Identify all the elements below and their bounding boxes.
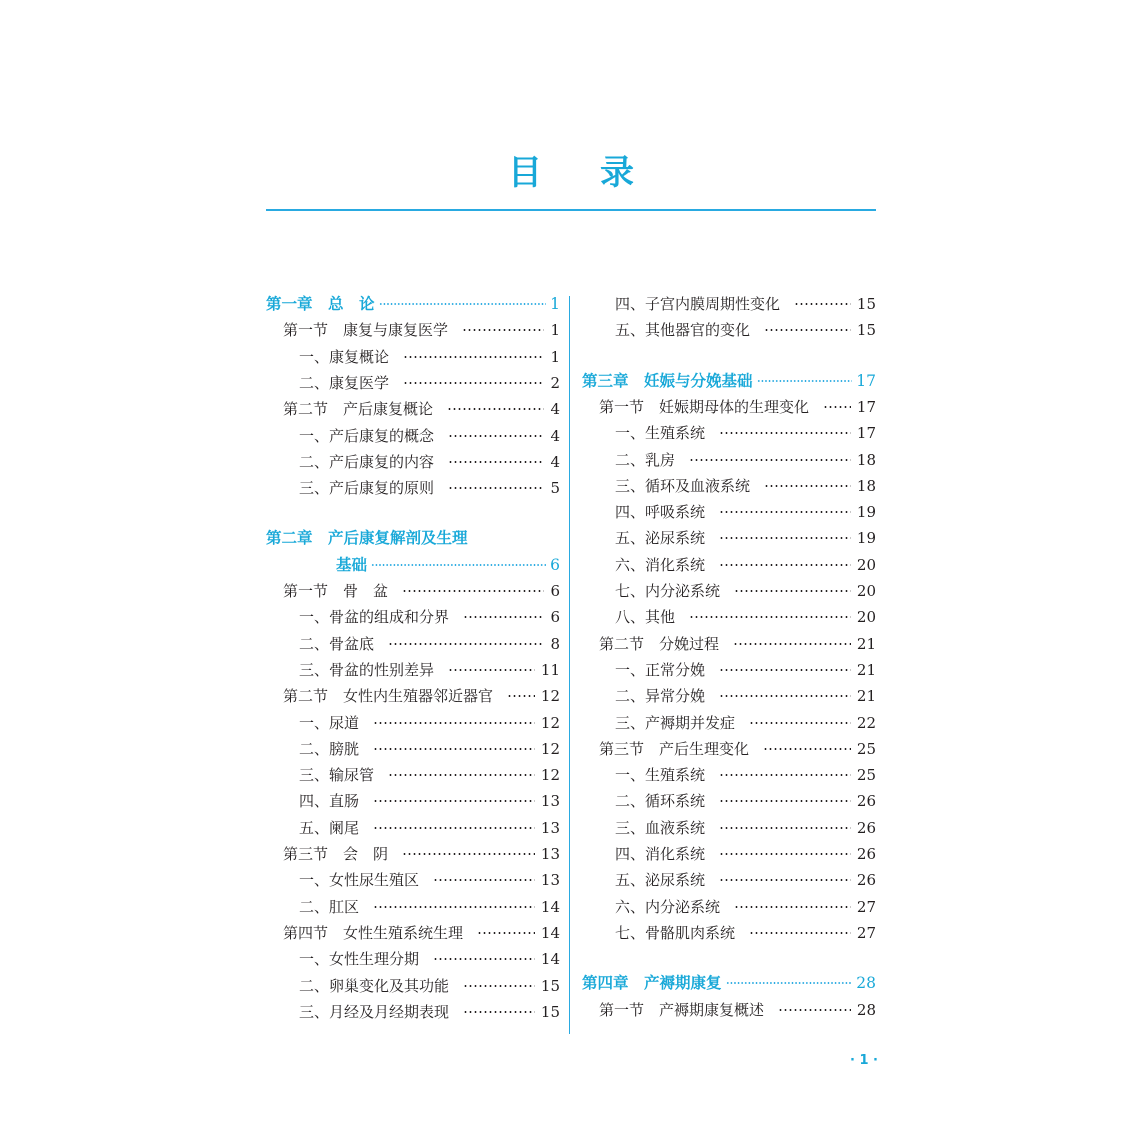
dot-leader bbox=[433, 879, 535, 881]
toc-item-entry bbox=[582, 788, 876, 814]
dot-leader bbox=[689, 616, 851, 618]
toc-page-number: 27 bbox=[856, 897, 876, 916]
dot-leader bbox=[733, 643, 851, 645]
toc-page-number: 13 bbox=[540, 871, 560, 890]
dot-leader bbox=[448, 487, 544, 489]
dot-leader bbox=[719, 827, 851, 829]
toc-page-number: 13 bbox=[540, 818, 560, 837]
toc-item-entry bbox=[266, 423, 560, 449]
dot-leader bbox=[463, 985, 535, 987]
toc-item-entry bbox=[582, 683, 876, 709]
dot-leader bbox=[388, 774, 535, 776]
dot-leader bbox=[734, 590, 851, 592]
toc-item-entry bbox=[582, 420, 876, 446]
toc-page-number: 6 bbox=[550, 608, 560, 627]
toc-entry-title: 第四章 产褥期康复 bbox=[582, 974, 722, 993]
toc-item-entry bbox=[582, 815, 876, 841]
toc-page-number: 26 bbox=[856, 871, 876, 890]
dot-leader bbox=[719, 879, 851, 881]
toc-page-number: 12 bbox=[540, 687, 560, 706]
toc-entry-title: 一、尿道 bbox=[299, 713, 360, 732]
dot-leader bbox=[463, 1011, 535, 1013]
toc-item-entry bbox=[266, 475, 560, 501]
toc-page-number: 19 bbox=[856, 503, 876, 522]
dot-leader bbox=[373, 906, 535, 908]
toc-page-number: 1 bbox=[550, 295, 560, 313]
toc-item-entry bbox=[266, 710, 560, 736]
dot-leader bbox=[448, 669, 535, 671]
dot-leader bbox=[447, 408, 544, 410]
toc-item-entry bbox=[582, 894, 876, 920]
toc-page-number: 2 bbox=[550, 373, 560, 392]
toc-page-number: 14 bbox=[540, 923, 560, 942]
toc-entry-title: 二、异常分娩 bbox=[615, 687, 706, 706]
dot-leader bbox=[402, 853, 535, 855]
toc-entry-title: 八、其他 bbox=[615, 608, 676, 627]
dot-leader bbox=[719, 537, 851, 539]
toc-item-entry bbox=[266, 815, 560, 841]
toc-entry-title: 一、正常分娩 bbox=[615, 660, 706, 679]
dot-leader bbox=[507, 695, 535, 697]
toc-page-number: 6 bbox=[550, 582, 560, 600]
toc-item-entry bbox=[266, 973, 560, 999]
toc-entry-title: 五、阑尾 bbox=[299, 818, 360, 837]
toc-page-number: 13 bbox=[540, 792, 560, 811]
toc-entry-title: 二、肛区 bbox=[299, 897, 360, 916]
dot-leader bbox=[749, 722, 851, 724]
toc-page-number: 19 bbox=[856, 529, 876, 548]
toc-page-number: 15 bbox=[540, 1002, 560, 1021]
toc-page-number: 14 bbox=[540, 950, 560, 969]
toc-section-entry bbox=[266, 578, 560, 604]
toc-entry-title: 二、产后康复的内容 bbox=[299, 452, 435, 471]
toc-chapter-entry bbox=[266, 525, 560, 551]
toc-item-entry bbox=[582, 578, 876, 604]
toc-page-number: 11 bbox=[540, 660, 560, 679]
toc-page-number: 15 bbox=[540, 976, 560, 995]
dot-leader bbox=[448, 435, 544, 437]
toc-page-number: 17 bbox=[856, 371, 876, 390]
toc-item-entry bbox=[582, 841, 876, 867]
toc-chapter-entry bbox=[266, 291, 560, 317]
toc-entry-title: 第一节 产褥期康复概述 bbox=[599, 1000, 765, 1019]
toc-entry-title: 二、膀胱 bbox=[299, 739, 360, 758]
toc-page-number: 25 bbox=[856, 739, 876, 758]
toc-entry-title: 一、女性生理分期 bbox=[299, 950, 420, 969]
dot-leader bbox=[764, 329, 851, 331]
column-divider bbox=[569, 296, 570, 1034]
toc-page-number: 18 bbox=[856, 450, 876, 469]
toc-entry-title: 一、骨盆的组成和分界 bbox=[299, 608, 450, 627]
dot-leader bbox=[719, 564, 851, 566]
toc-entry-title: 一、康复概论 bbox=[299, 347, 390, 366]
toc-entry-title: 一、生殖系统 bbox=[615, 766, 706, 785]
toc-page-number: 27 bbox=[856, 923, 876, 942]
toc-page-number: 22 bbox=[856, 713, 876, 732]
toc-page-number: 28 bbox=[856, 1000, 876, 1019]
toc-entry-title: 六、消化系统 bbox=[615, 555, 706, 574]
toc-page-number: 17 bbox=[856, 424, 876, 443]
dot-leader bbox=[403, 356, 544, 358]
toc-page-number: 12 bbox=[540, 766, 560, 785]
dot-leader bbox=[719, 774, 851, 776]
toc-entry-title: 第四节 女性生殖系统生理 bbox=[283, 923, 464, 942]
toc-item-entry bbox=[582, 525, 876, 551]
toc-item-entry bbox=[266, 762, 560, 788]
dot-leader bbox=[778, 1009, 851, 1011]
dot-leader bbox=[719, 853, 851, 855]
toc-entry-title: 第二章 产后康复解剖及生理 bbox=[266, 529, 468, 548]
toc-entry-title: 六、内分泌系统 bbox=[615, 897, 721, 916]
toc-section-entry bbox=[266, 396, 560, 422]
toc-page-number: 4 bbox=[550, 452, 560, 471]
toc-item-entry bbox=[582, 499, 876, 525]
toc-page-number: 8 bbox=[550, 634, 560, 653]
toc-section-entry bbox=[266, 841, 560, 867]
toc-page-number: 13 bbox=[540, 845, 560, 863]
toc-item-entry bbox=[582, 657, 876, 683]
toc-page-number: 1 bbox=[550, 347, 560, 366]
toc-chapter-entry bbox=[266, 552, 560, 578]
toc-entry-title: 三、输尿管 bbox=[299, 766, 375, 785]
dot-leader bbox=[763, 748, 851, 750]
dot-leader bbox=[719, 669, 851, 671]
toc-item-entry bbox=[266, 894, 560, 920]
toc-item-entry bbox=[266, 999, 560, 1025]
title-char-1: 目 bbox=[508, 153, 542, 193]
dot-leader bbox=[734, 906, 851, 908]
toc-entry-title: 三、产后康复的原则 bbox=[299, 479, 435, 498]
toc-entry-title: 三、骨盆的性别差异 bbox=[299, 660, 435, 679]
toc-item-entry bbox=[582, 710, 876, 736]
toc-chapter-entry bbox=[582, 368, 876, 394]
dot-leader bbox=[726, 982, 853, 984]
toc-item-entry bbox=[582, 762, 876, 788]
toc-item-entry bbox=[582, 447, 876, 473]
dot-leader bbox=[371, 564, 546, 566]
toc-entry-title: 五、泌尿系统 bbox=[615, 871, 706, 890]
toc-page-number: 26 bbox=[856, 818, 876, 837]
toc-page-number: 21 bbox=[856, 687, 876, 706]
toc-section-entry bbox=[582, 394, 876, 420]
dot-leader bbox=[448, 461, 544, 463]
toc-entry-title: 三、月经及月经期表现 bbox=[299, 1002, 450, 1021]
toc-entry-title: 二、骨盆底 bbox=[299, 634, 375, 653]
toc-page-number: 14 bbox=[540, 897, 560, 916]
dot-leader bbox=[388, 643, 544, 645]
toc-page-number: 21 bbox=[856, 634, 876, 653]
toc-page-number: 6 bbox=[550, 555, 560, 574]
toc-item-entry bbox=[266, 946, 560, 972]
toc-page-number: 28 bbox=[856, 974, 876, 993]
toc-chapter-entry bbox=[582, 970, 876, 996]
toc-section-entry bbox=[266, 683, 560, 709]
toc-page-number: 21 bbox=[856, 660, 876, 679]
page-title bbox=[266, 145, 876, 194]
dot-leader bbox=[764, 485, 851, 487]
toc-entry-title: 二、卵巢变化及其功能 bbox=[299, 976, 450, 995]
toc-item-entry bbox=[582, 317, 876, 343]
dot-leader bbox=[373, 827, 535, 829]
toc-item-entry bbox=[582, 867, 876, 893]
toc-item-entry bbox=[582, 920, 876, 946]
toc-page-number: 12 bbox=[540, 739, 560, 758]
toc-item-entry bbox=[582, 552, 876, 578]
toc-section-entry bbox=[582, 997, 876, 1023]
toc-entry-title: 一、生殖系统 bbox=[615, 424, 706, 443]
toc-entry-title: 五、泌尿系统 bbox=[615, 529, 706, 548]
toc-item-entry bbox=[266, 867, 560, 893]
dot-leader bbox=[433, 958, 535, 960]
toc-page-number: 18 bbox=[856, 476, 876, 495]
dot-leader bbox=[794, 303, 851, 305]
toc-page-number: 4 bbox=[550, 426, 560, 445]
toc-entry-title: 第一节 妊娠期母体的生理变化 bbox=[599, 397, 810, 416]
toc-entry-title: 三、循环及血液系统 bbox=[615, 476, 751, 495]
toc-item-entry bbox=[266, 736, 560, 762]
title-char-2: 录 bbox=[600, 153, 634, 193]
toc-entry-title: 第三节 会 阴 bbox=[283, 845, 389, 863]
toc-page-number: 20 bbox=[856, 608, 876, 627]
toc-section-entry bbox=[582, 631, 876, 657]
toc-section-entry bbox=[266, 920, 560, 946]
toc-entry-title: 五、其他器官的变化 bbox=[615, 321, 751, 340]
toc-page-number: 5 bbox=[550, 479, 560, 498]
dot-leader bbox=[403, 382, 544, 384]
dot-leader bbox=[719, 695, 851, 697]
toc-item-entry bbox=[582, 473, 876, 499]
toc-entry-title: 四、直肠 bbox=[299, 792, 360, 811]
dot-leader bbox=[373, 722, 535, 724]
dot-leader bbox=[719, 432, 851, 434]
dot-leader bbox=[477, 932, 535, 934]
toc-entry-title: 七、骨骼肌肉系统 bbox=[615, 923, 736, 942]
toc-page-number: 17 bbox=[856, 397, 876, 416]
dot-leader bbox=[373, 748, 535, 750]
toc-entry-title: 第一章 总 论 bbox=[266, 295, 375, 313]
toc-page-number: 26 bbox=[856, 845, 876, 863]
toc-entry-title: 三、血液系统 bbox=[615, 818, 706, 837]
dot-leader bbox=[719, 511, 851, 513]
dot-leader bbox=[379, 303, 547, 305]
toc-entry-title: 第三章 妊娠与分娩基础 bbox=[582, 371, 753, 390]
toc-entry-title: 第二节 分娩过程 bbox=[599, 634, 720, 653]
toc-entry-title: 四、呼吸系统 bbox=[615, 503, 706, 522]
toc-page-number: 20 bbox=[856, 555, 876, 574]
dot-leader bbox=[757, 380, 853, 382]
toc-entry-title: 二、乳房 bbox=[615, 450, 676, 469]
dot-leader bbox=[823, 406, 851, 408]
toc-page-number: 15 bbox=[856, 321, 876, 340]
toc-entry-title: 一、女性尿生殖区 bbox=[299, 871, 420, 890]
toc-entry-title: 第二节 产后康复概论 bbox=[283, 400, 434, 419]
toc-entry-title: 第一节 康复与康复医学 bbox=[283, 321, 449, 340]
toc-item-entry bbox=[266, 788, 560, 814]
toc-page-number: 20 bbox=[856, 582, 876, 600]
dot-leader bbox=[402, 590, 544, 592]
dot-leader bbox=[689, 459, 851, 461]
toc-item-entry bbox=[266, 657, 560, 683]
toc-item-entry bbox=[582, 291, 876, 317]
toc-page-number: 1 bbox=[550, 321, 560, 340]
dot-leader bbox=[749, 932, 851, 934]
toc-page-number: 15 bbox=[856, 295, 876, 313]
dot-leader bbox=[462, 329, 544, 331]
dot-leader bbox=[719, 800, 851, 802]
toc-page-number: 25 bbox=[856, 766, 876, 785]
toc-entry-title: 二、康复医学 bbox=[299, 373, 390, 392]
toc-entry-title: 四、子宫内膜周期性变化 bbox=[615, 295, 781, 313]
toc-entry-title: 第三节 产后生理变化 bbox=[599, 739, 750, 758]
toc-item-entry bbox=[266, 604, 560, 630]
toc-item-entry bbox=[582, 604, 876, 630]
toc-item-entry bbox=[266, 370, 560, 396]
toc-page-number: 4 bbox=[550, 400, 560, 419]
toc-entry-title: 第二节 女性内生殖器邻近器官 bbox=[283, 687, 494, 706]
toc-section-entry bbox=[266, 317, 560, 343]
toc-entry-title: 四、消化系统 bbox=[615, 845, 706, 863]
toc-item-entry bbox=[266, 449, 560, 475]
toc-entry-title: 一、产后康复的概念 bbox=[299, 426, 435, 445]
toc-entry-title: 第一节 骨 盆 bbox=[283, 582, 389, 600]
page-number: · 1 · bbox=[850, 1053, 878, 1068]
toc-entry-title: 三、产褥期并发症 bbox=[615, 713, 736, 732]
toc-entry-title: 基础 bbox=[336, 555, 368, 574]
toc-page-number: 26 bbox=[856, 792, 876, 811]
toc-section-entry bbox=[582, 736, 876, 762]
dot-leader bbox=[373, 800, 535, 802]
title-underline bbox=[266, 209, 876, 211]
dot-leader bbox=[463, 616, 544, 618]
toc-entry-title: 二、循环系统 bbox=[615, 792, 706, 811]
toc-page-number: 12 bbox=[540, 713, 560, 732]
toc-entry-title: 七、内分泌系统 bbox=[615, 582, 721, 600]
toc-item-entry bbox=[266, 631, 560, 657]
toc-item-entry bbox=[266, 344, 560, 370]
